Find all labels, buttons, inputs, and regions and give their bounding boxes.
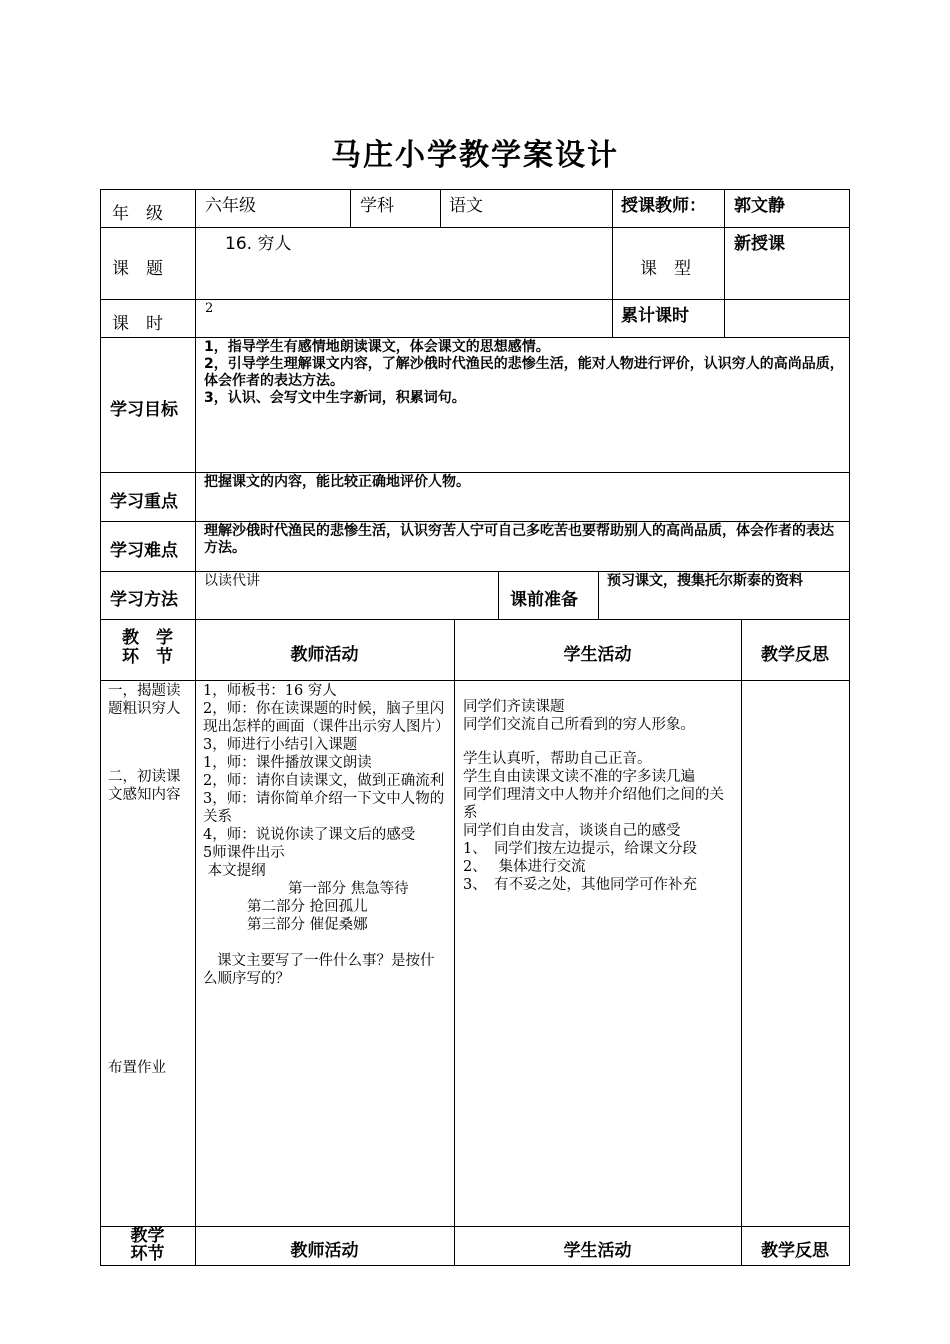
subject-value: 语文 bbox=[449, 196, 483, 216]
list-item: 2，师：请你自读课文，做到正确流利 bbox=[203, 773, 445, 789]
outline-part: 第一部分 焦急等待 bbox=[288, 881, 409, 897]
list-item: 4，师：说说你读了课文后的感受 bbox=[203, 827, 416, 843]
list-item: 同学们交流自己所看到的穷人形象。 bbox=[463, 717, 695, 733]
prep-value: 预习课文，搜集托尔斯泰的资料 bbox=[607, 573, 803, 589]
table-border-bottom bbox=[100, 1265, 850, 1266]
teacher-activity-list bbox=[203, 682, 448, 988]
footer-reflection-header: 教学反思 bbox=[761, 1241, 829, 1261]
row-divider bbox=[100, 299, 850, 300]
column-divider bbox=[498, 571, 499, 619]
page-title: 马庄小学教学案设计 bbox=[331, 138, 619, 173]
row-divider bbox=[100, 337, 850, 338]
column-divider bbox=[350, 189, 351, 227]
footer-teacher-header: 教师活动 bbox=[290, 1241, 359, 1261]
objectives-label: 学习目标 bbox=[110, 400, 178, 420]
outline-heading: 本文提纲 bbox=[203, 863, 266, 879]
column-divider bbox=[612, 189, 613, 337]
list-item: 5师课件出示 bbox=[203, 845, 285, 861]
stage-item: 二，初读课文感知内容 bbox=[108, 769, 181, 803]
row-divider bbox=[100, 680, 850, 681]
column-divider bbox=[724, 189, 725, 337]
grade-label: 年 级 bbox=[112, 204, 163, 224]
list-item: 1，师板书：16 穷人 bbox=[203, 683, 337, 699]
outline-part: 第三部分 催促桑娜 bbox=[247, 917, 368, 933]
table-border-right bbox=[849, 189, 850, 1265]
method-value: 以读代讲 bbox=[204, 573, 260, 589]
table-border-top bbox=[100, 189, 850, 190]
stage-column-header: 教 学 环 节 bbox=[122, 628, 173, 667]
row-divider bbox=[100, 1226, 850, 1227]
column-divider bbox=[195, 189, 196, 1265]
student-activity-list bbox=[463, 698, 738, 894]
period-value: 2 bbox=[205, 301, 214, 316]
list-item: 1、 同学们按左边提示，给课文分段 bbox=[463, 841, 697, 857]
row-divider bbox=[100, 521, 850, 522]
lesson-type-value: 新授课 bbox=[734, 234, 785, 254]
column-divider bbox=[454, 619, 455, 1265]
column-divider bbox=[741, 619, 742, 1265]
stage-item: 一，揭题读题粗识穷人 bbox=[108, 683, 181, 717]
spacer bbox=[203, 934, 448, 952]
student-activity-header: 学生活动 bbox=[563, 645, 632, 665]
column-divider bbox=[598, 571, 599, 619]
list-item: 学生自由读课文读不准的字多读几遍 bbox=[463, 769, 695, 785]
list-item: 同学们理清文中人物并介绍他们之间的关系 bbox=[463, 787, 724, 821]
key-points-value: 把握课文的内容，能比较正确地评价人物。 bbox=[204, 474, 470, 490]
period-label: 课 时 bbox=[112, 314, 163, 334]
objective-item: 2，引导学生理解课文内容，了解沙俄时代渔民的悲惨生活，能对人物进行评价，认识穷人的高尚品质，体会作者的表达方法。 bbox=[204, 356, 844, 389]
objective-item: 3，认识、会写文中生字新词，积累词句。 bbox=[204, 390, 466, 406]
list-item: 课文主要写了一件什么事？是按什么顺序写的？ bbox=[203, 953, 435, 987]
teacher-activity-header: 教师活动 bbox=[290, 645, 359, 665]
grade-value: 六年级 bbox=[205, 196, 256, 216]
prep-label: 课前准备 bbox=[510, 590, 578, 610]
list-item: 2、 集体进行交流 bbox=[463, 859, 586, 875]
list-item: 同学们自由发言，谈谈自己的感受 bbox=[463, 823, 681, 839]
reflection-header: 教学反思 bbox=[761, 645, 829, 665]
outline-part: 第二部分 抢回孤儿 bbox=[247, 899, 368, 915]
spacer bbox=[463, 734, 738, 750]
topic-label: 课 题 bbox=[112, 259, 163, 279]
list-item: 3，师：请你简单介绍一下文中人物的关系 bbox=[203, 791, 445, 825]
footer-stage-header: 教学 环节 bbox=[130, 1226, 165, 1264]
list-item: 2，师：你在读课题的时候，脑子里闪现出怎样的画面（课件出示穷人图片） bbox=[203, 701, 450, 735]
row-divider bbox=[100, 472, 850, 473]
lesson-type-label: 课 型 bbox=[640, 259, 691, 279]
difficulties-label: 学习难点 bbox=[110, 541, 178, 561]
subject-label: 学科 bbox=[360, 196, 394, 216]
teacher-value: 郭文静 bbox=[734, 196, 785, 216]
method-label: 学习方法 bbox=[110, 590, 178, 610]
list-item: 学生认真听，帮助自己正音。 bbox=[463, 751, 652, 767]
cumulative-label: 累计课时 bbox=[621, 306, 689, 326]
teacher-label: 授课教师： bbox=[621, 196, 706, 216]
objective-item: 1，指导学生有感情地朗读课文，体会课文的思想感情。 bbox=[204, 339, 550, 355]
footer-student-header: 学生活动 bbox=[563, 1241, 632, 1261]
row-divider bbox=[100, 619, 850, 620]
topic-value: 16. 穷人 bbox=[225, 234, 292, 254]
difficulties-value: 理解沙俄时代渔民的悲惨生活，认识穷苦人宁可自己多吃苦也要帮助别人的高尚品质，体会作者的表达方法。 bbox=[204, 523, 834, 556]
row-divider bbox=[100, 227, 850, 228]
key-points-label: 学习重点 bbox=[110, 492, 178, 512]
table-border-left bbox=[100, 189, 101, 1265]
list-item: 3，师进行小结引入课题 bbox=[203, 737, 358, 753]
list-item: 3、 有不妥之处，其他同学可作补充 bbox=[463, 877, 697, 893]
column-divider bbox=[440, 189, 441, 227]
list-item: 同学们齐读课题 bbox=[463, 699, 565, 715]
row-divider bbox=[100, 571, 850, 572]
objectives-list bbox=[204, 339, 844, 407]
list-item: 1，师：课件播放课文朗读 bbox=[203, 755, 372, 771]
stage-item: 布置作业 bbox=[108, 1060, 166, 1076]
